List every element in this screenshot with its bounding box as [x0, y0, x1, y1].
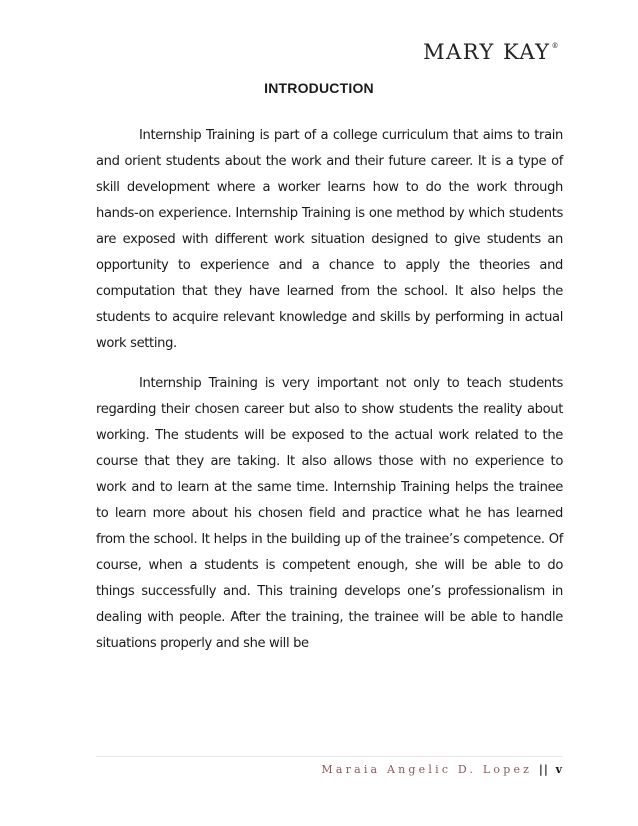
footer-separator: || [538, 763, 549, 776]
paragraph-2: Internship Training is very important not only to teach students regarding their chosen career but also to show students the reality about working. The students will be exposed to the actual work related to the course that they are taking. It also allows those with no experience to work and to learn at the same time. Internship Training helps the trainee to learn more about his chosen field and practice what he has learned from the school. It helps in the building up of the trainee’s competence. Of course, when a students is competent enough, she will be able to do things successfully and. This training develops one’s professionalism in dealing with people. After the training, the trainee will be able to handle situations properly and she will be [96, 376, 563, 651]
page-title: INTRODUCTION [264, 80, 374, 96]
document-body [96, 123, 563, 671]
page-footer [321, 763, 562, 776]
footer-author: Maraia Angelic D. Lopez [321, 763, 533, 776]
paragraph-1: Internship Training is part of a college curriculum that aims to train and orient students about the work and their future career. It is a type of skill development where a worker learns how to do the work through hands-on experience. Internship Training is one method by which students are exposed with different work situation designed to give students an opportunity to experience and a chance to apply the theories and computation that they have learned from the school. It also helps the students to acquire relevant knowledge and skills by performing in actual work setting. [96, 128, 563, 351]
footer-divider [96, 756, 563, 757]
logo-text: MARY KAY [423, 40, 551, 64]
registered-mark: ® [551, 42, 560, 50]
page-number: v [555, 763, 562, 776]
mary-kay-logo [423, 40, 560, 64]
